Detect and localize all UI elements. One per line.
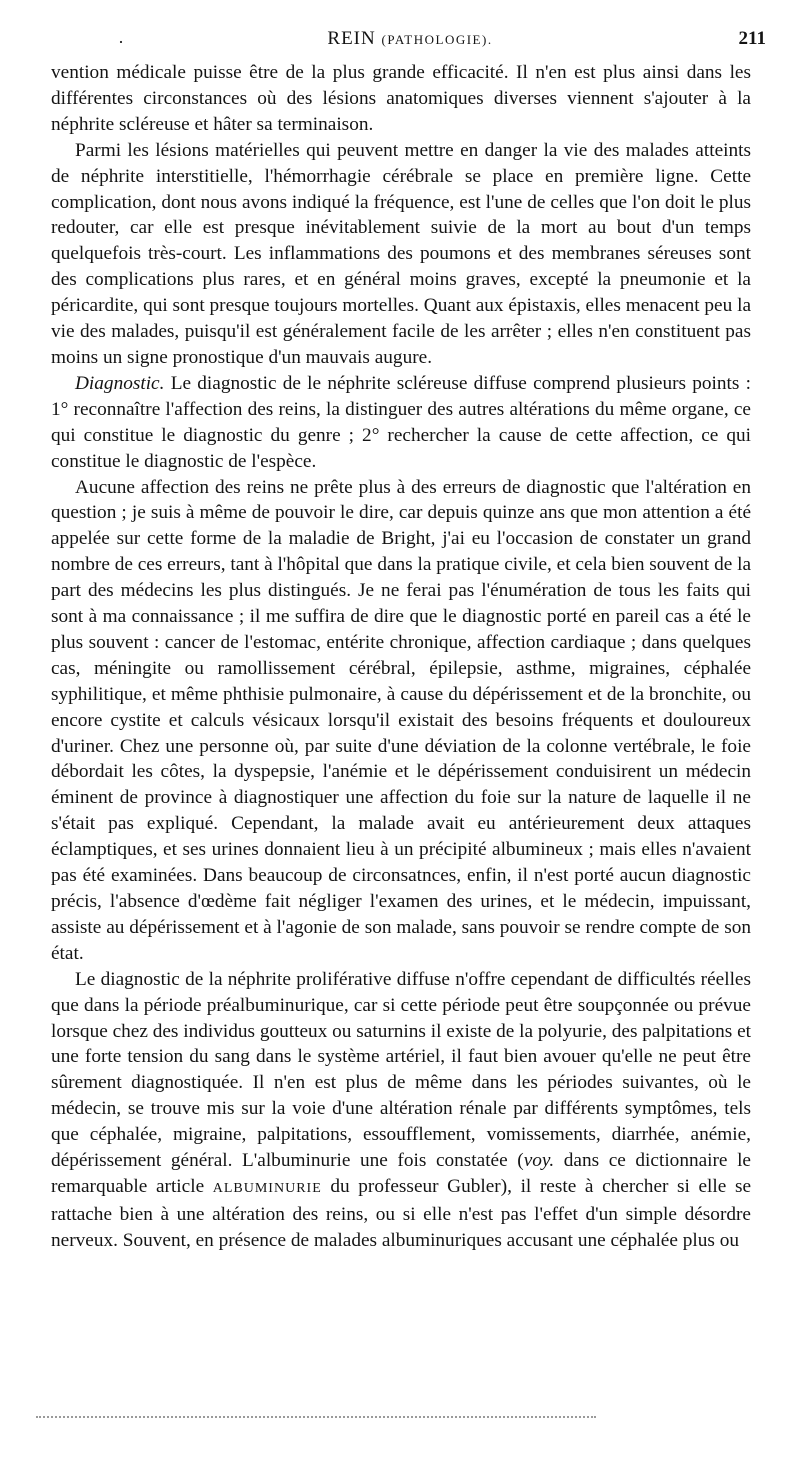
article-reference-albuminurie: ALBUMINURIE: [212, 1180, 322, 1196]
running-head: [50, 28, 770, 50]
paragraph-proliferative-text-c: du professeur Gubler), il reste à chercher si elle se rattache bien à une altération des reins, ou si elle n'est pas l'effet d'un simple désordre nerveux. Souvent, en présence de malades albuminuriques accusant une céphalée plus ou: [51, 1175, 752, 1251]
paragraph-continuation: vention médicale puisse être de la plus grande efficacité. Il n'en est plus ainsi dans les différentes circonstances où des lésions anatomiques diverses viennent s'ajouter à la néphrite scléreuse et hâter sa terminaison.: [51, 62, 751, 135]
paragraph-diagnostic: [51, 371, 751, 475]
paragraph-diagnostic-text: Le diagnostic de le néphrite scléreuse diffuse comprend plusieurs points : 1° reconnaître l'affection des reins, la distinguer des autres altérations du même organe, ce qui constitue le diagnostic du genre ; 2° rechercher la cause de cette affection, ce qui constitue le diagnostic de l'espèce.: [51, 372, 751, 472]
running-head-subtitle: (PATHOLOGIE).: [381, 32, 493, 47]
header-dot: ·: [118, 32, 124, 52]
paragraph-proliferative: [51, 967, 751, 1254]
running-head-title: REIN: [327, 28, 376, 49]
body-text: [51, 60, 751, 1254]
voy-reference: voy.: [523, 1150, 555, 1172]
paragraph-proliferative-text-a: Le diagnostic de la néphrite proliférative diffuse n'offre cependant de difficultés réelles que dans la période préalbuminurique, car si cette période peut être soupçonnée ou prévue lorsque chez des individus goutteux ou saturnins il existe de la polyurie, des palpitations et une forte tension du sang dans le système artériel, il faut bien avouer qu'elle ne peut être sûrement diagnostiquée. Il n'en est plus de même dans les périodes suivantes, où le médecin, se trouve mis sur la voie d'une altération rénale par différents symptômes, tels que céphalée, migraine, palpitations, essoufflement, vomissements, diarrhée, anémie, dépérissement général. L'albuminurie une fois constatée (: [51, 968, 751, 1172]
section-label-diagnostic: Diagnostic.: [75, 372, 165, 394]
paragraph-proliferative-text-b: dans ce dictionnaire le remarquable article: [51, 1150, 751, 1197]
page-header: [50, 28, 770, 56]
footer-dotted-rule: [36, 1416, 596, 1418]
paragraph-errors: Aucune affection des reins ne prête plus à des erreurs de diagnostic que l'altération en question ; je suis à même de pouvoir le dire, car depuis quinze ans que mon attention a été appelée sur cette forme de la maladie de Bright, j'ai eu l'occasion de constater un grand nombre de ces erreurs, tant à l'hôpital que dans la pratique civile, et cela bien souvent de la part des médecins les plus distingués. Je ne ferai pas l'énumération de tous les faits qui sont à ma connaissance ; il me suffira de dire que le diagnostic porté en pareil cas a été le plus souvent : cancer de l'estomac, entérite chronique, affection cardiaque ; dans quelques cas, méningite ou ramollissement cérébral, épilepsie, asthme, migraines, céphalée syphilitique, et même phthisie pulmonaire, à cause du dépérissement et de la bronchite, ou encore cystite et calculs vésicaux lorsqu'il existait des besoins fréquents et douloureux d'uriner. Chez une personne où, par suite d'une déviation de la colonne vertébrale, le foie débordait les côtes, la dyspepsie, l'anémie et le dépérissement conduisirent un médecin éminent de province à diagnostiquer une affection du foie sur la nature de laquelle il ne s'était pas expliqué. Cependant, la malade avait eu antérieurement deux attaques éclamptiques, et ses urines donnaient lieu à un précipité albumineux ; mais elles n'avaient pas été examinées. Dans beaucoup de circonsatnces, enfin, il n'est porté aucun diagnostic précis, l'absence d'œdème fait négliger l'examen des urines, et le médecin, impuissant, assiste au dépérissement et à l'agonie de son malade, sans pouvoir se rendre compte de son état.: [51, 476, 752, 964]
paragraph-complications: Parmi les lésions matérielles qui peuvent mettre en danger la vie des malades atteints de néphrite interstitielle, l'hémorrhagie cérébrale se place en première ligne. Cette complication, dont nous avons indiqué la fréquence, est l'une de celles que l'on doit le plus redouter, car elle est presque inévitablement suivie de la mort au bout d'un temps quelquefois très-court. Les inflammations des poumons et des membranes séreuses sont des complications plus rares, et en général moins graves, excepté la pneumonie et la péricardite, qui sont presque toujours mortelles. Quant aux épistaxis, elles menacent peu la vie des malades, puisqu'il est généralement facile de les arrêter ; elles n'en constituent pas moins un signe pronostique d'un mauvais augure.: [51, 139, 751, 368]
page-number: 211: [738, 28, 766, 49]
